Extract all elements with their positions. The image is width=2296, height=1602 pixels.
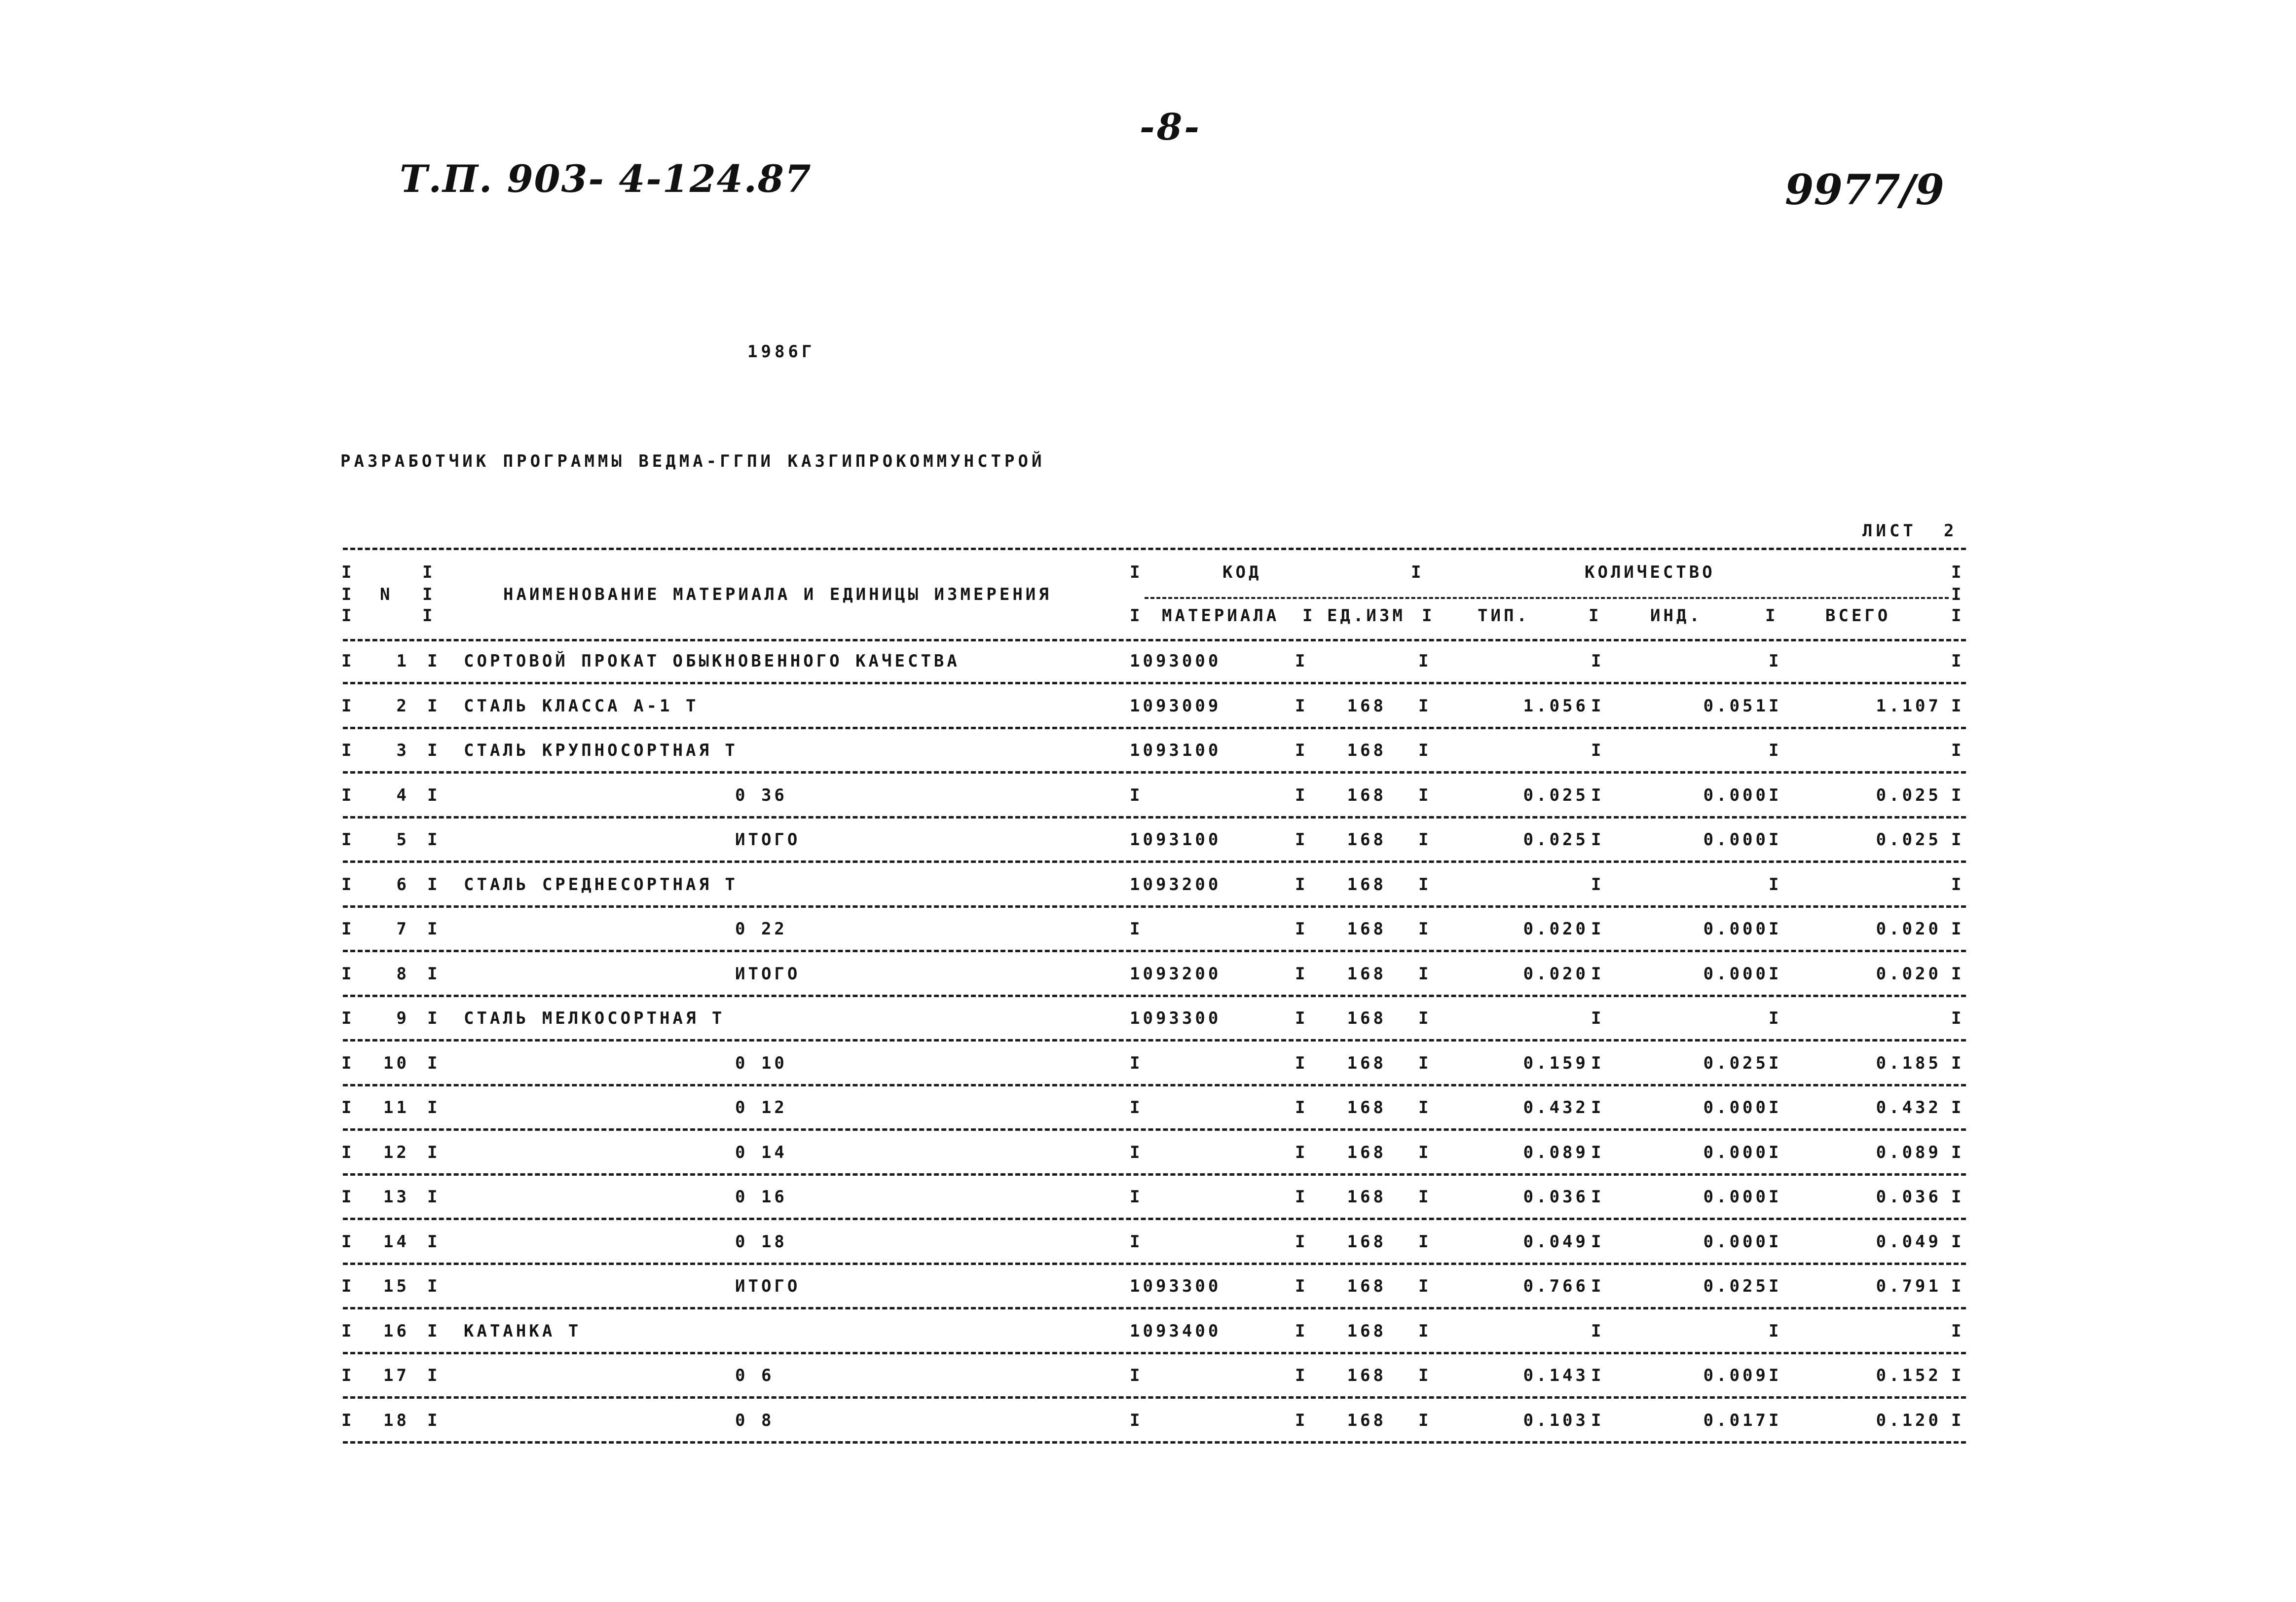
material-name: 0 36 <box>735 785 787 805</box>
row-right-border: I <box>1951 875 1964 894</box>
column-separator: I <box>1418 1053 1432 1073</box>
column-separator: I <box>1591 875 1604 894</box>
column-separator: I <box>1295 919 1308 939</box>
row-right-border: I <box>1951 1366 1964 1385</box>
row-number: 7 <box>396 919 409 939</box>
qty-total: 0.049 <box>1876 1232 1941 1252</box>
column-separator: I <box>1769 1411 1782 1430</box>
column-separator: I <box>1418 785 1432 805</box>
row-number: 13 <box>383 1187 409 1207</box>
row-number: 8 <box>396 964 409 984</box>
column-separator: I <box>1295 1187 1308 1207</box>
unit-code: 168 <box>1347 741 1386 760</box>
table-row <box>0 696 2296 726</box>
unit-code: 168 <box>1347 919 1386 939</box>
row-left-border: I <box>341 1411 355 1430</box>
material-code: 1093000 <box>1130 651 1222 671</box>
column-separator: I <box>427 1276 441 1296</box>
row-rule <box>343 1173 1966 1176</box>
qty-total: 0.120 <box>1876 1411 1941 1430</box>
qty-typ: 0.036 <box>1523 1187 1589 1207</box>
row-rule <box>343 1352 1966 1354</box>
row-number: 6 <box>396 875 409 894</box>
row-rule <box>343 995 1966 997</box>
column-separator: I <box>1591 1143 1604 1162</box>
column-separator: I <box>1769 964 1782 984</box>
unit-code: 168 <box>1347 1321 1386 1341</box>
code-separator: I <box>1130 1411 1143 1430</box>
column-separator: I <box>1591 919 1604 939</box>
column-separator: I <box>1418 741 1432 760</box>
column-separator: I <box>1591 1232 1604 1252</box>
row-right-border: I <box>1951 1098 1964 1118</box>
qty-total: 0.152 <box>1876 1366 1941 1385</box>
qty-typ: 0.025 <box>1523 785 1589 805</box>
column-separator: I <box>1295 651 1308 671</box>
column-separator: I <box>1591 741 1604 760</box>
unit-code: 168 <box>1347 1053 1386 1073</box>
column-separator: I <box>427 1098 441 1118</box>
row-number: 5 <box>396 830 409 850</box>
sheet-number: 2 <box>1944 521 1958 541</box>
row-right-border: I <box>1951 1187 1964 1207</box>
column-separator: I <box>427 964 441 984</box>
row-rule <box>343 1039 1966 1042</box>
column-separator: I <box>1591 964 1604 984</box>
row-rule <box>343 860 1966 863</box>
column-separator: I <box>1295 1411 1308 1430</box>
row-number: 4 <box>396 785 409 805</box>
table-row <box>0 919 2296 949</box>
row-left-border: I <box>341 1143 355 1162</box>
column-separator: I <box>1769 1053 1782 1073</box>
column-separator: I <box>1591 1008 1604 1028</box>
qty-total: 0.036 <box>1876 1187 1941 1207</box>
header-name: НАИМЕНОВАНИЕ МАТЕРИАЛА И ЕДИНИЦЫ ИЗМЕРЕНИЯ <box>503 585 1052 604</box>
header-quantity: КОЛИЧЕСТВО <box>1585 562 1715 582</box>
column-separator: I <box>1591 696 1604 716</box>
column-separator: I <box>427 830 441 850</box>
column-separator: I <box>1769 830 1782 850</box>
qty-typ: 0.432 <box>1523 1098 1589 1118</box>
column-separator: I <box>427 875 441 894</box>
document-code: Т.П. 903- 4-124.87 <box>400 157 812 201</box>
row-right-border: I <box>1951 1008 1964 1028</box>
table-row <box>0 1411 2296 1440</box>
qty-ind: 0.000 <box>1703 1232 1769 1252</box>
material-name: 0 8 <box>735 1411 775 1430</box>
header-qty-total: ВСЕГО <box>1825 606 1891 626</box>
column-separator: I <box>1418 830 1432 850</box>
developer-line: РАЗРАБОТЧИК ПРОГРАММЫ ВЕДМА-ГГПИ КАЗГИПРОКОММУНСТРОЙ <box>340 451 1045 471</box>
column-separator: I <box>1295 1008 1308 1028</box>
column-separator: I <box>427 1321 441 1341</box>
column-separator: I <box>427 1232 441 1252</box>
qty-ind: 0.000 <box>1703 964 1769 984</box>
material-name: СТАЛЬ КРУПНОСОРТНАЯ Т <box>464 741 738 760</box>
qty-total: 0.185 <box>1876 1053 1941 1073</box>
qty-typ: 0.159 <box>1523 1053 1589 1073</box>
row-number: 16 <box>383 1321 409 1341</box>
material-name: 0 22 <box>735 919 787 939</box>
material-name: 0 14 <box>735 1143 787 1162</box>
column-separator: I <box>1591 830 1604 850</box>
code-separator: I <box>1130 1187 1143 1207</box>
table-row <box>0 1143 2296 1172</box>
table-top-rule <box>343 548 1966 550</box>
column-separator: I <box>1418 875 1432 894</box>
row-number: 1 <box>396 651 409 671</box>
row-left-border: I <box>341 1366 355 1385</box>
row-left-border: I <box>341 696 355 716</box>
unit-code: 168 <box>1347 1276 1386 1296</box>
column-separator: I <box>1295 696 1308 716</box>
row-right-border: I <box>1951 919 1964 939</box>
qty-ind: 0.000 <box>1703 830 1769 850</box>
material-name: 0 10 <box>735 1053 787 1073</box>
code-separator: I <box>1130 1098 1143 1118</box>
header-code-unit: ЕД.ИЗМ <box>1327 606 1406 626</box>
column-separator: I <box>1418 919 1432 939</box>
row-right-border: I <box>1951 651 1964 671</box>
unit-code: 168 <box>1347 1008 1386 1028</box>
column-separator: I <box>427 1008 441 1028</box>
material-name: ИТОГО <box>735 964 801 984</box>
column-separator: I <box>1769 696 1782 716</box>
column-separator: I <box>1769 1008 1782 1028</box>
qty-total: 0.025 <box>1876 785 1941 805</box>
column-separator: I <box>1769 919 1782 939</box>
column-separator: I <box>1418 651 1432 671</box>
column-separator: I <box>1418 1232 1432 1252</box>
row-number: 15 <box>383 1276 409 1296</box>
row-number: 2 <box>396 696 409 716</box>
table-row <box>0 1008 2296 1038</box>
column-separator: I <box>1418 1276 1432 1296</box>
material-code: 1093200 <box>1130 875 1222 894</box>
qty-typ: 0.020 <box>1523 919 1589 939</box>
unit-code: 168 <box>1347 875 1386 894</box>
header-n: N <box>380 585 393 604</box>
column-separator: I <box>1769 1187 1782 1207</box>
qty-ind: 0.025 <box>1703 1053 1769 1073</box>
unit-code: 168 <box>1347 830 1386 850</box>
column-separator: I <box>1295 1321 1308 1341</box>
column-separator: I <box>1591 1411 1604 1430</box>
qty-typ: 0.020 <box>1523 964 1589 984</box>
table-row <box>0 785 2296 815</box>
column-separator: I <box>427 919 441 939</box>
row-rule <box>343 682 1966 684</box>
row-rule <box>343 905 1966 908</box>
column-separator: I <box>1295 741 1308 760</box>
table-row <box>0 964 2296 994</box>
row-right-border: I <box>1951 1321 1964 1341</box>
table-row <box>0 1187 2296 1217</box>
header-code-material: МАТЕРИАЛА <box>1162 606 1280 626</box>
document-year: 1986Г <box>747 342 815 362</box>
column-separator: I <box>1769 651 1782 671</box>
unit-code: 168 <box>1347 696 1386 716</box>
column-separator: I <box>427 1053 441 1073</box>
code-separator: I <box>1130 1232 1143 1252</box>
row-number: 9 <box>396 1008 409 1028</box>
code-separator: I <box>1130 1143 1143 1162</box>
material-code: 1093300 <box>1130 1276 1222 1296</box>
material-name: 0 12 <box>735 1098 787 1118</box>
row-rule <box>343 1441 1966 1444</box>
qty-total: 0.432 <box>1876 1098 1941 1118</box>
table-row <box>0 1232 2296 1262</box>
qty-total: 0.020 <box>1876 964 1941 984</box>
row-rule <box>343 727 1966 729</box>
column-separator: I <box>1295 875 1308 894</box>
material-code: 1093300 <box>1130 1008 1222 1028</box>
column-separator: I <box>1769 1321 1782 1341</box>
unit-code: 168 <box>1347 1187 1386 1207</box>
sheet-code: 9977/9 <box>1785 165 1944 214</box>
row-left-border: I <box>341 919 355 939</box>
qty-typ: 1.056 <box>1523 696 1589 716</box>
table-row <box>0 651 2296 681</box>
row-right-border: I <box>1951 741 1964 760</box>
material-name: ИТОГО <box>735 1276 801 1296</box>
column-separator: I <box>1418 1143 1432 1162</box>
qty-ind: 0.000 <box>1703 1098 1769 1118</box>
column-separator: I <box>427 1143 441 1162</box>
column-separator: I <box>1295 964 1308 984</box>
row-rule <box>343 1307 1966 1309</box>
table-row <box>0 830 2296 859</box>
row-number: 12 <box>383 1143 409 1162</box>
row-number: 18 <box>383 1411 409 1430</box>
code-separator: I <box>1130 785 1143 805</box>
material-name: 0 16 <box>735 1187 787 1207</box>
row-right-border: I <box>1951 1232 1964 1252</box>
qty-ind: 0.000 <box>1703 785 1769 805</box>
unit-code: 168 <box>1347 785 1386 805</box>
header-code: КОД <box>1222 562 1262 582</box>
row-right-border: I <box>1951 1143 1964 1162</box>
column-separator: I <box>1769 785 1782 805</box>
material-name: КАТАНКА Т <box>464 1321 582 1341</box>
column-separator: I <box>1769 1098 1782 1118</box>
row-left-border: I <box>341 1053 355 1073</box>
row-left-border: I <box>341 651 355 671</box>
qty-total: 0.791 <box>1876 1276 1941 1296</box>
column-separator: I <box>1418 964 1432 984</box>
code-separator: I <box>1130 919 1143 939</box>
unit-code: 168 <box>1347 1098 1386 1118</box>
row-left-border: I <box>341 875 355 894</box>
row-left-border: I <box>341 741 355 760</box>
material-name: 0 6 <box>735 1366 775 1385</box>
row-left-border: I <box>341 1008 355 1028</box>
qty-typ: 0.143 <box>1523 1366 1589 1385</box>
column-separator: I <box>427 741 441 760</box>
row-right-border: I <box>1951 1053 1964 1073</box>
column-separator: I <box>1418 1187 1432 1207</box>
qty-typ: 0.766 <box>1523 1276 1589 1296</box>
column-separator: I <box>1591 1053 1604 1073</box>
column-separator: I <box>1769 1366 1782 1385</box>
unit-code: 168 <box>1347 1366 1386 1385</box>
row-number: 14 <box>383 1232 409 1252</box>
material-code: 1093009 <box>1130 696 1222 716</box>
column-separator: I <box>1591 1098 1604 1118</box>
qty-ind: 0.017 <box>1703 1411 1769 1430</box>
qty-ind: 0.000 <box>1703 919 1769 939</box>
unit-code: 168 <box>1347 1143 1386 1162</box>
row-right-border: I <box>1951 1411 1964 1430</box>
unit-code: 168 <box>1347 1232 1386 1252</box>
qty-typ: 0.049 <box>1523 1232 1589 1252</box>
column-separator: I <box>1418 696 1432 716</box>
qty-typ: 0.089 <box>1523 1143 1589 1162</box>
material-name: СОРТОВОЙ ПРОКАТ ОБЫКНОВЕННОГО КАЧЕСТВА <box>464 651 960 671</box>
material-name: СТАЛЬ КЛАССА А-1 Т <box>464 696 699 716</box>
qty-typ: 0.025 <box>1523 830 1589 850</box>
column-separator: I <box>1769 741 1782 760</box>
material-name: 0 18 <box>735 1232 787 1252</box>
row-rule <box>343 1218 1966 1220</box>
column-separator: I <box>1769 1276 1782 1296</box>
qty-ind: 0.025 <box>1703 1276 1769 1296</box>
table-row <box>0 1321 2296 1351</box>
table-row <box>0 741 2296 770</box>
table-row <box>0 1098 2296 1127</box>
material-name: СТАЛЬ МЕЛКОСОРТНАЯ Т <box>464 1008 725 1028</box>
column-separator: I <box>1418 1366 1432 1385</box>
column-separator: I <box>1418 1098 1432 1118</box>
table-row <box>0 1053 2296 1083</box>
row-rule <box>343 1396 1966 1399</box>
column-separator: I <box>427 1411 441 1430</box>
code-separator: I <box>1130 1053 1143 1073</box>
row-number: 11 <box>383 1098 409 1118</box>
column-separator: I <box>1769 1143 1782 1162</box>
row-left-border: I <box>341 1098 355 1118</box>
qty-total: 1.107 <box>1876 696 1941 716</box>
column-separator: I <box>1295 1232 1308 1252</box>
material-code: 1093100 <box>1130 741 1222 760</box>
qty-ind: 0.009 <box>1703 1366 1769 1385</box>
column-separator: I <box>427 1366 441 1385</box>
qty-ind: 0.000 <box>1703 1187 1769 1207</box>
row-left-border: I <box>341 1232 355 1252</box>
column-separator: I <box>1295 830 1308 850</box>
column-separator: I <box>1591 1321 1604 1341</box>
row-rule <box>343 816 1966 819</box>
column-separator: I <box>1769 1232 1782 1252</box>
column-separator: I <box>1591 651 1604 671</box>
row-rule <box>343 1263 1966 1265</box>
column-separator: I <box>1418 1008 1432 1028</box>
column-separator: I <box>1295 785 1308 805</box>
column-separator: I <box>1295 1366 1308 1385</box>
column-separator: I <box>427 696 441 716</box>
row-rule <box>343 1128 1966 1131</box>
column-separator: I <box>427 785 441 805</box>
column-separator: I <box>1591 785 1604 805</box>
material-code: 1093100 <box>1130 830 1222 850</box>
row-right-border: I <box>1951 696 1964 716</box>
column-separator: I <box>1295 1098 1308 1118</box>
material-name: ИТОГО <box>735 830 801 850</box>
row-left-border: I <box>341 830 355 850</box>
qty-total: 0.089 <box>1876 1143 1941 1162</box>
row-left-border: I <box>341 964 355 984</box>
row-right-border: I <box>1951 830 1964 850</box>
row-number: 3 <box>396 741 409 760</box>
column-separator: I <box>1295 1143 1308 1162</box>
column-separator: I <box>1295 1276 1308 1296</box>
sheet-label: ЛИСТ <box>1862 521 1917 541</box>
column-separator: I <box>1591 1276 1604 1296</box>
material-name: СТАЛЬ СРЕДНЕСОРТНАЯ Т <box>464 875 738 894</box>
row-rule <box>343 1084 1966 1086</box>
qty-total: 0.020 <box>1876 919 1941 939</box>
table-row <box>0 1366 2296 1395</box>
table-row <box>0 875 2296 904</box>
qty-ind: 0.000 <box>1703 1143 1769 1162</box>
column-separator: I <box>1295 1053 1308 1073</box>
header-qty-typ: ТИП. <box>1478 606 1530 626</box>
column-separator: I <box>427 1187 441 1207</box>
row-left-border: I <box>341 1276 355 1296</box>
row-rule <box>343 771 1966 774</box>
row-number: 10 <box>383 1053 409 1073</box>
qty-typ: 0.103 <box>1523 1411 1589 1430</box>
header-bottom-rule <box>343 639 1966 641</box>
column-separator: I <box>427 651 441 671</box>
header-qty-ind: ИНД. <box>1650 606 1703 626</box>
material-code: 1093200 <box>1130 964 1222 984</box>
qty-total: 0.025 <box>1876 830 1941 850</box>
material-code: 1093400 <box>1130 1321 1222 1341</box>
column-separator: I <box>1418 1411 1432 1430</box>
row-right-border: I <box>1951 785 1964 805</box>
code-separator: I <box>1130 1366 1143 1385</box>
row-rule <box>343 950 1966 952</box>
column-separator: I <box>1769 875 1782 894</box>
column-separator: I <box>1591 1366 1604 1385</box>
column-separator: I <box>1418 1321 1432 1341</box>
row-right-border: I <box>1951 1276 1964 1296</box>
page-number: -8- <box>1140 106 1201 149</box>
row-left-border: I <box>341 1321 355 1341</box>
table-row <box>0 1276 2296 1306</box>
unit-code: 168 <box>1347 964 1386 984</box>
qty-ind: 0.051 <box>1703 696 1769 716</box>
row-left-border: I <box>341 785 355 805</box>
row-right-border: I <box>1951 964 1964 984</box>
row-left-border: I <box>341 1187 355 1207</box>
row-number: 17 <box>383 1366 409 1385</box>
column-separator: I <box>1591 1187 1604 1207</box>
unit-code: 168 <box>1347 1411 1386 1430</box>
